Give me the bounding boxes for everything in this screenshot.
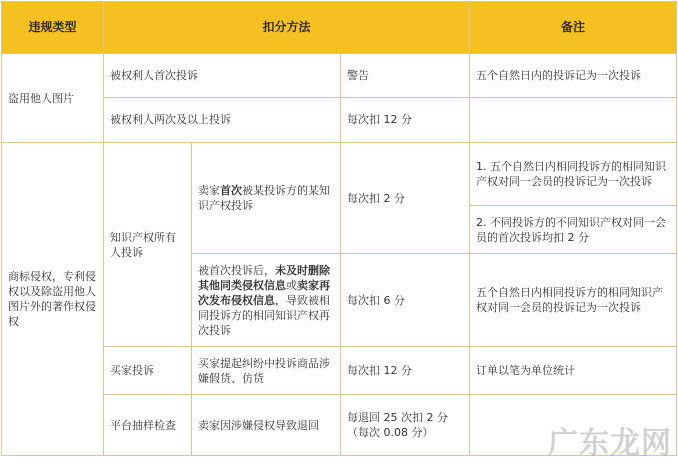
subtype-platform-sampling: 平台抽样检查 xyxy=(104,395,192,456)
violation-type-ip-infringement: 商标侵权，专利侵权以及除盗用他人图片外的著作权侵权 xyxy=(2,143,104,456)
penalty-cell: 每次扣 2 分 xyxy=(341,143,470,254)
case-emphasis: 卖家再次发布侵权信息 xyxy=(198,278,330,307)
table-row xyxy=(2,347,677,395)
header-remarks: 备注 xyxy=(470,2,677,54)
penalty-line: （每次 0.08 分） xyxy=(347,426,434,440)
penalty-cell: 每次扣 12 分 xyxy=(341,97,470,143)
penalty-line: 每退回 25 次扣 2 分 xyxy=(347,411,448,425)
case-cell: 被权利人首次投诉 xyxy=(104,54,341,97)
case-text: 被首次投诉后， xyxy=(198,263,275,277)
case-text: 被某投诉方的某知识产权投诉 xyxy=(198,184,330,213)
penalty-cell: 警告 xyxy=(341,54,470,97)
penalty-cell xyxy=(341,395,470,456)
penalty-cell: 每次扣 6 分 xyxy=(341,253,470,346)
note-cell: 五个自然日内相同投诉方的相同知识产权对同一会员的投诉记为一次投诉 xyxy=(470,253,677,346)
case-cell xyxy=(192,143,341,254)
case-cell: 被权利人两次及以上投诉 xyxy=(104,97,341,143)
note-cell xyxy=(470,97,677,143)
table-row xyxy=(2,54,677,97)
watermark-text: 广东龙网 xyxy=(548,426,672,461)
violation-rules-table xyxy=(1,1,677,456)
note-cell: 2. 不同投诉方的不同知识产权对同一会员的首次投诉均扣 2 分 xyxy=(470,206,677,254)
case-cell: 买家提起纠纷中投诉商品涉嫌假货、仿货 xyxy=(192,347,341,395)
table-row xyxy=(2,97,677,143)
note-cell: 五个自然日内的投诉记为一次投诉 xyxy=(470,54,677,97)
case-text: 卖家 xyxy=(198,184,220,198)
case-text: 或 xyxy=(286,278,297,292)
subtype-buyer-complaint: 买家投诉 xyxy=(104,347,192,395)
header-violation-type: 违规类型 xyxy=(2,2,104,54)
case-emphasis: 未及时删除其他同类侵权信息 xyxy=(198,263,330,292)
case-cell xyxy=(192,253,341,346)
note-cell: 订单以笔为单位统计 xyxy=(470,347,677,395)
violation-type-image-theft: 盗用他人图片 xyxy=(2,54,104,143)
case-emphasis: 首次 xyxy=(220,184,242,198)
penalty-cell: 每次扣 12 分 xyxy=(341,347,470,395)
case-text: ，导致被相同投诉方的相同知识产权再次投诉 xyxy=(198,293,330,337)
table-row xyxy=(2,143,677,206)
header-row xyxy=(2,2,677,54)
header-penalty-method: 扣分方法 xyxy=(104,2,470,54)
subtype-ip-owner-complaint: 知识产权所有人投诉 xyxy=(104,143,192,347)
note-cell: 1. 五个自然日内相同投诉方的相同知识产权对同一会员的投诉记为一次投诉 xyxy=(470,143,677,206)
case-cell: 卖家因涉嫌侵权导致退回 xyxy=(192,395,341,456)
